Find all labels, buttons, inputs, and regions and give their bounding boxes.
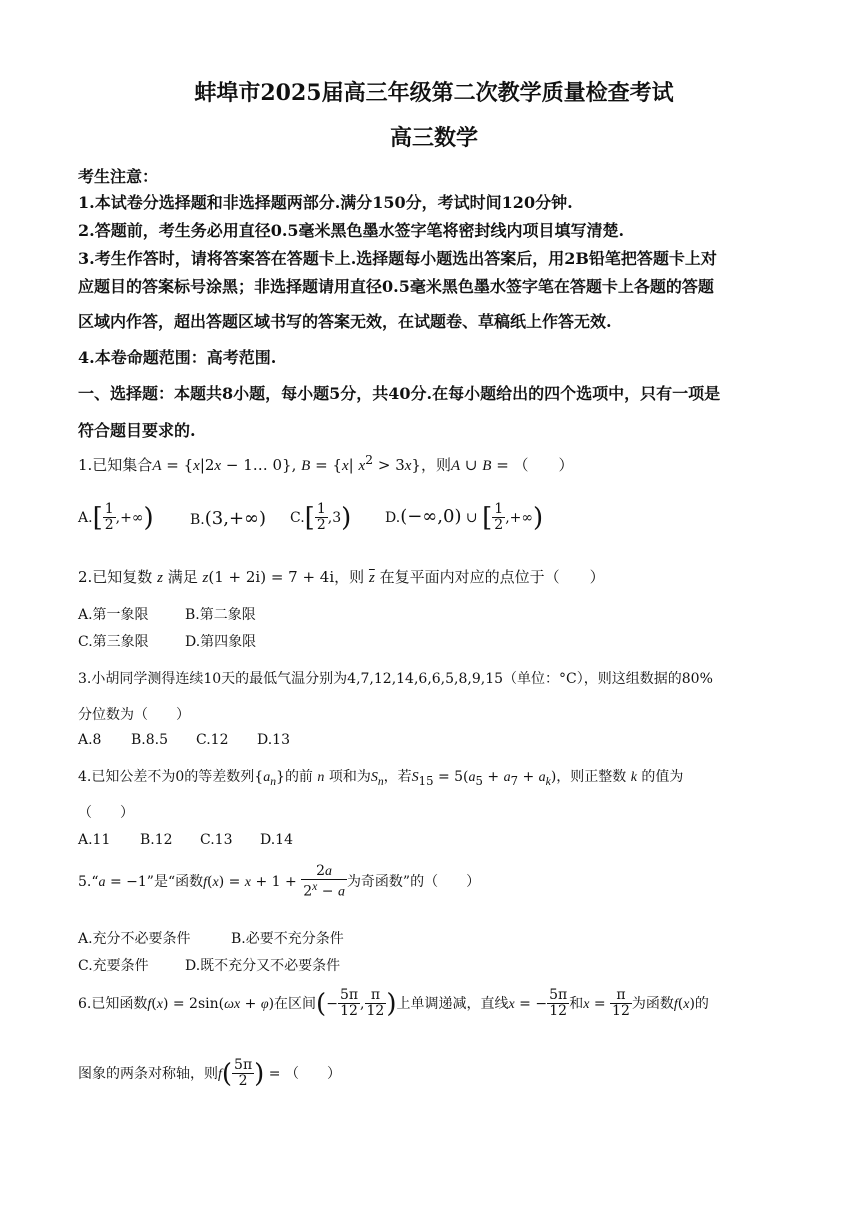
question-5-stem: 5.“a = −1”是“函数f(x) = x + 1 + $\frac{2a}{2^x - a}$ 为奇函数”的（ ）	[78, 863, 481, 901]
question-3-stem-cont: 分位数为（ ）	[78, 707, 190, 723]
notice-item: 区域内作答，超出答题区域书写的答案无效，在试题卷、草稿纸上作答无效.	[78, 312, 612, 331]
question-1-stem: 1.已知集合A = {x|2x − 1… 0}, B = {x| $x^2 > 3x$}，则A ∪ B = （ ）	[78, 452, 574, 474]
question-2-option-c: C.第三象限	[78, 634, 149, 650]
question-3-option-a: A.8	[78, 732, 102, 748]
question-4-option-a: A.11	[78, 832, 111, 848]
question-3-option-c: C.12	[196, 732, 229, 748]
question-3-stem: 3.小胡同学测得连续10天的最低气温分别为4,7,12,14,6,6,5,8,9,15（单位：°C），则这组数据的80%	[78, 671, 713, 687]
question-5-option-a: A.充分不必要条件	[78, 931, 191, 947]
question-1-option-c: C.[ $\frac{1}{2}$ ,3)	[290, 501, 352, 534]
section-heading-cont: 符合题目要求的.	[78, 421, 196, 440]
question-4-stem-cont: （ ）	[78, 805, 134, 821]
question-3-option-b: B.8.5	[131, 732, 169, 748]
question-1-option-d: D.(−∞,0) ∪ [ $\frac{1}{2}$ ,+∞)	[385, 501, 544, 534]
question-4-stem: 4.已知公差不为0的等差数列$\{a_n\}$的前 n 项和为$S_n$，若$S_{15} = 5(a_5 + a_7 + a_k)$，则正整数 k 的值为	[78, 769, 684, 788]
question-1-option-a: A.[ $\frac{1}{2}$ ,+∞)	[78, 501, 154, 534]
question-5-option-b: B.必要不充分条件	[231, 931, 344, 947]
question-2-stem: 2.已知复数 z 满足 z(1 + 2i) = 7 + 4i，则 $\overline{z}$ 在复平面内对应的点位于（ ）	[78, 568, 605, 586]
exam-title: 蚌埠市2025届高三年级第二次教学质量检查考试	[194, 80, 674, 106]
question-5-option-d: D.既不充分又不必要条件	[185, 958, 341, 974]
question-6-stem: 6.已知函数f(x) = 2sin(ωx + φ)在区间(− $\frac{5\pi}{12}$ , $\frac{\pi}{12}$ )上单调递减，直线x = − $\frac{5\pi}{12}$ 和x = $\frac{\pi}{12}$ 为函数f(x)的	[78, 987, 709, 1020]
notice-item: 2.答题前，考生务必用直径0.5毫米黑色墨水签字笔将密封线内项目填写清楚.	[78, 221, 625, 240]
question-2-option-a: A.第一象限	[78, 607, 149, 623]
question-4-option-d: D.14	[260, 832, 293, 848]
question-6-stem-cont: 图象的两条对称轴，则f( $\frac{5\pi}{2}$ ) = （ ）	[78, 1057, 341, 1090]
question-4-option-b: B.12	[140, 832, 173, 848]
question-3-option-d: D.13	[257, 732, 290, 748]
notice-item: 应题目的答案标号涂黑；非选择题请用直径0.5毫米黑色墨水签字笔在答题卡上各题的答题	[78, 277, 714, 296]
exam-subject: 高三数学	[389, 125, 478, 151]
question-2-option-d: D.第四象限	[185, 634, 257, 650]
question-2-option-b: B.第二象限	[185, 607, 256, 623]
notice-item: 1.本试卷分选择题和非选择题两部分.满分150分，考试时间120分钟.	[78, 193, 573, 212]
notice-item: 4.本卷命题范围：高考范围.	[78, 348, 277, 367]
notice-heading: 考生注意：	[78, 167, 159, 186]
question-5-option-c: C.充要条件	[78, 958, 149, 974]
notice-item: 3.考生作答时，请将答案答在答题卡上.选择题每小题选出答案后，用2B铅笔把答题卡上对	[78, 249, 717, 268]
section-heading: 一、选择题：本题共8小题，每小题5分，共40分.在每小题给出的四个选项中，只有一项是	[78, 384, 721, 403]
question-1-option-b: B.(3,+∞)	[190, 508, 267, 529]
question-4-option-c: C.13	[200, 832, 233, 848]
